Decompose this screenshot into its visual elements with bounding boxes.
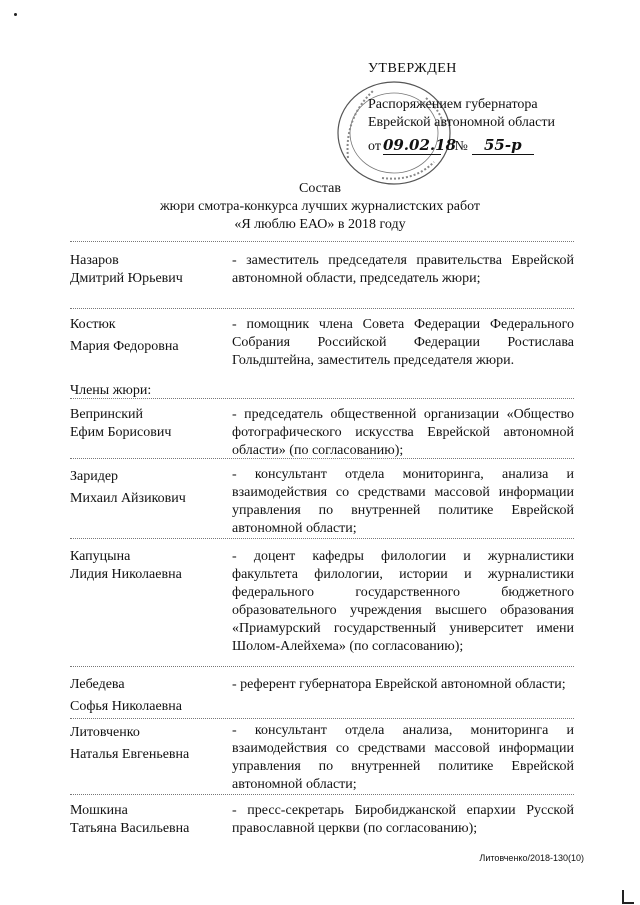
document-subtitle-2: «Я люблю ЕАО» в 2018 году: [234, 217, 406, 232]
jury-name: [70, 548, 230, 584]
number-prefix: №: [454, 139, 468, 154]
jury-name: [70, 316, 230, 356]
jury-surname: Костюк: [70, 317, 116, 332]
scan-edge: [622, 890, 634, 904]
separator: [70, 398, 574, 399]
separator: [70, 666, 574, 667]
jury-given-name: Наталья Евгеньевна: [70, 747, 190, 762]
jury-surname: Вепринский: [70, 407, 144, 422]
members-label: Члены жюри:: [70, 383, 152, 398]
jury-surname: Мошкина: [70, 803, 128, 818]
handwritten-date: 09.02.18: [382, 136, 457, 154]
document-subtitle-1: жюри смотра-конкурса лучших журналистских работ: [159, 199, 481, 214]
approval-line-2: Еврейской автономной области: [368, 115, 555, 130]
jury-surname: Лебедева: [70, 677, 125, 692]
approval-date-line: [368, 136, 534, 156]
jury-name: [70, 802, 230, 838]
approval-title: УТВЕРЖДЕН: [368, 61, 457, 76]
jury-name: [70, 406, 230, 442]
jury-surname: Литовченко: [70, 725, 140, 740]
jury-name: [70, 468, 230, 508]
jury-role: - консультант отдела мониторинга, анализа и взаимодействия со средствами массовой информации управления по внутренней политике Еврейской автономной области;: [232, 467, 574, 536]
separator: [70, 794, 574, 795]
official-seal-stamp: [334, 78, 457, 188]
separator: [70, 538, 574, 539]
jury-given-name: Софья Николаевна: [70, 699, 182, 714]
jury-name: [70, 724, 230, 764]
document-title: Состав: [298, 181, 341, 196]
jury-surname: Капуцына: [70, 549, 131, 564]
jury-surname: Назаров: [70, 253, 119, 268]
jury-role: - помощник члена Совета Федерации Федерального Собрания Российской Федерации Ростислава Гольдштейна, заместитель председателя жюри.: [232, 317, 574, 368]
jury-role: - консультант отдела анализа, мониторинга и взаимодействия со средствами массовой информации управления по внутренней политике Еврейской автономной области;: [232, 723, 574, 792]
separator: [70, 308, 574, 309]
footer-reference: Литовченко/2018-130(10): [479, 853, 584, 863]
jury-name: [70, 676, 230, 716]
approval-line-1: Распоряжением губернатора: [368, 97, 538, 112]
jury-role: - председатель общественной организации «Общество фотографического искусства Еврейской автономной области» (по согласованию);: [232, 407, 574, 458]
jury-given-name: Михаил Айзикович: [70, 491, 186, 506]
date-prefix: от: [368, 139, 381, 154]
jury-role: - пресс-секретарь Биробиджанской епархии Русской православной церкви (по согласованию);: [232, 803, 574, 836]
jury-name: [70, 252, 230, 288]
jury-surname: Заридер: [70, 469, 119, 484]
jury-role: - заместитель председателя правительства Еврейской автономной области, председатель жюри;: [232, 253, 574, 286]
handwritten-number: 55-р: [472, 136, 534, 155]
jury-given-name: Татьяна Васильевна: [70, 821, 190, 836]
scan-mark: [14, 13, 17, 16]
separator: [70, 718, 574, 719]
jury-role: - референт губернатора Еврейской автономной области;: [232, 677, 566, 692]
separator: [70, 241, 574, 242]
separator: [70, 458, 574, 459]
jury-given-name: Дмитрий Юрьевич: [70, 271, 183, 286]
jury-given-name: Мария Федоровна: [70, 339, 179, 354]
jury-role: - доцент кафедры филологии и журналистики факультета филологии, истории и журналистики федерального государственного бюджетного образовательного учреждения высшего образования «Приамурский государственный университет имени Шолом-Алейхема» (по согласованию);: [232, 549, 574, 654]
jury-given-name: Ефим Борисович: [70, 425, 172, 440]
jury-given-name: Лидия Николаевна: [70, 567, 182, 582]
